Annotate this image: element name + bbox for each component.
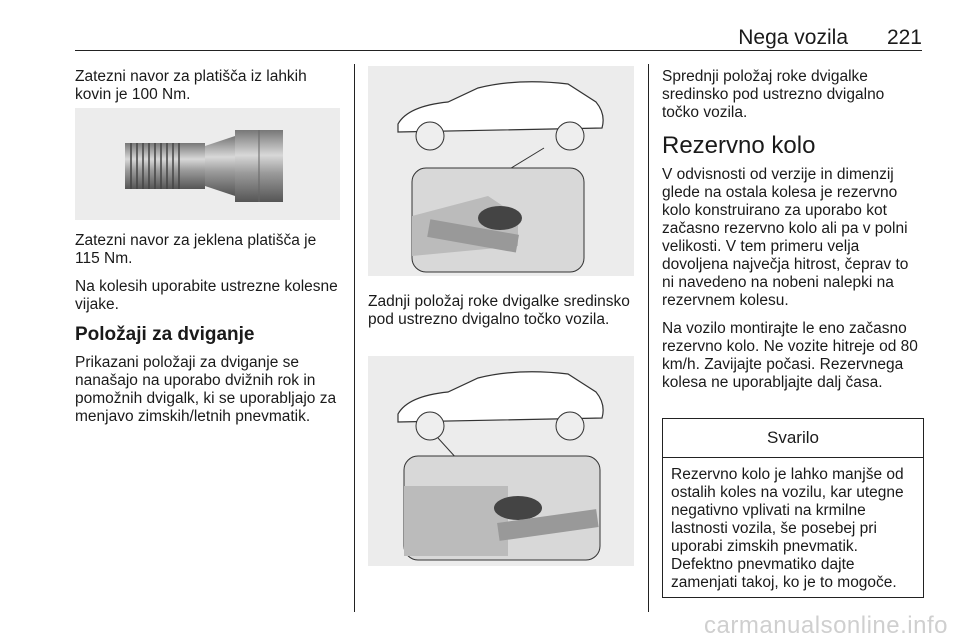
header-rule bbox=[75, 50, 922, 51]
car-rear-lift-icon bbox=[368, 356, 634, 566]
lifting-positions-heading: Položaji za dviganje bbox=[75, 324, 255, 345]
page-header-title: Nega vozila bbox=[738, 26, 848, 49]
spare-wheel-usage-text: Na vozilo montirajte le eno začasno rezervno kolo. Ne vozite hitreje od 80 km/h. Zavijajte počasi. Rezervnega kolesa ne uporabljajte dalj časa. bbox=[662, 320, 918, 391]
rear-position-text: Zadnji položaj roke dvigalke sredinsko pod ustrezno dvigalno točko vozila. bbox=[368, 293, 630, 328]
car-front-lift-icon bbox=[368, 66, 634, 276]
rear-jack-illustration bbox=[368, 356, 634, 566]
page-number: 221 bbox=[886, 26, 922, 49]
wheel-bolts-text: Na kolesih uporabite ustrezne kolesne vijake. bbox=[75, 278, 338, 313]
torque-alloy-text: Zatezni navor za platišča iz lahkih kovin je 100 Nm. bbox=[75, 68, 307, 103]
column-divider-1 bbox=[354, 64, 355, 612]
warning-box bbox=[662, 418, 924, 598]
spare-wheel-text: V odvisnosti od verzije in dimenzij glede na ostala kolesa je rezervno kolo konstruirano za uporabo kot začasno rezervno kolo ali pa v polni velikosti. V tem primeru velja dovoljena največja hitrost, čeprav to ni navedeno na nobeni nalepki na rezervnem kolesu. bbox=[662, 166, 909, 309]
column-2 bbox=[368, 293, 638, 339]
column-3 bbox=[662, 68, 924, 402]
watermark: carmanualsonline.info bbox=[704, 612, 948, 639]
lifting-positions-text: Prikazani položaji za dviganje se nanašajo na uporabo dvižnih rok in pomožnih dvigalk, ki se uporabljajo za menjavo zimskih/letnih pnevmatik. bbox=[75, 354, 337, 425]
warning-text: Rezervno kolo je lahko manjše od ostalih koles na vozilu, kar utegne negativno vplivati na krmilne lastnosti vozila, še posebej pri uporabi zimskih pnevmatik. Defektno pnevmatiko dajte zamenjati takoj, ko je to mogoče. bbox=[671, 466, 904, 591]
column-1-lower bbox=[75, 232, 345, 436]
column-divider-2 bbox=[648, 64, 649, 612]
warning-title: Svarilo bbox=[663, 419, 923, 458]
front-jack-illustration bbox=[368, 66, 634, 276]
torque-steel-text: Zatezni navor za jeklena platišča je 115 Nm. bbox=[75, 232, 317, 267]
front-position-text: Sprednji položaj roke dvigalke sredinsko pod ustrezno dvigalno točko vozila. bbox=[662, 68, 885, 121]
wheel-bolt-illustration bbox=[75, 108, 340, 220]
wheel-bolt-icon bbox=[75, 108, 340, 220]
spare-wheel-heading: Rezervno kolo bbox=[662, 132, 816, 159]
